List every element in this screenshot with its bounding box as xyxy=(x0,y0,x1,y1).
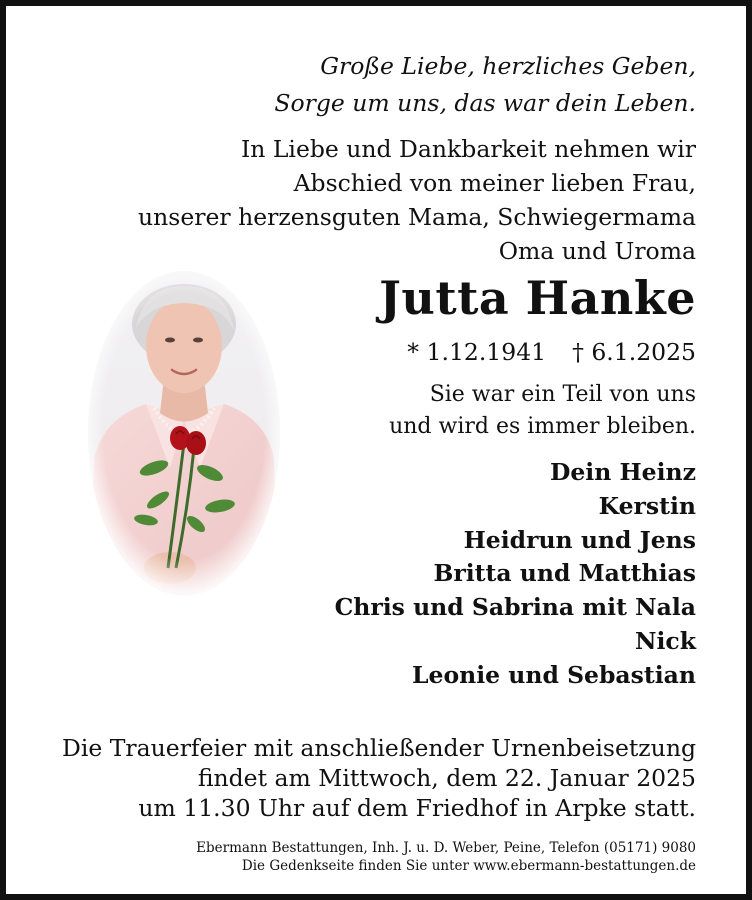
family-member: Nick xyxy=(635,626,696,655)
motto-line: Sorge um uns, das war dein Leben. xyxy=(274,89,696,117)
funeral-home-footer xyxy=(196,839,696,875)
service-line: um 11.30 Uhr auf dem Friedhof in Arpke statt. xyxy=(138,794,696,822)
intro-text xyxy=(138,132,696,268)
quote-line: und wird es immer bleiben. xyxy=(389,414,696,439)
intro-line: In Liebe und Dankbarkeit nehmen wir xyxy=(240,135,696,163)
family-member: Britta und Matthias xyxy=(433,559,696,588)
family-member: Chris und Sabrina mit Nala xyxy=(334,593,696,622)
portrait-illustration xyxy=(84,268,284,598)
family-member: Heidrun und Jens xyxy=(463,525,696,554)
service-line: findet am Mittwoch, dem 22. Januar 2025 xyxy=(197,764,696,792)
quote-text xyxy=(389,379,696,443)
family-member: Kerstin xyxy=(598,491,696,520)
life-dates xyxy=(407,336,696,368)
intro-line: unserer herzensguten Mama, Schwiegermama xyxy=(138,203,696,231)
service-info xyxy=(62,733,696,823)
death-date: † 6.1.2025 xyxy=(572,338,696,366)
footer-line: Die Gedenkseite finden Sie unter www.ebermann-bestattungen.de xyxy=(241,858,696,874)
intro-line: Abschied von meiner lieben Frau, xyxy=(293,169,696,197)
intro-line: Oma und Uroma xyxy=(498,237,696,265)
motto-verse xyxy=(274,48,696,122)
birth-date: * 1.12.1941 xyxy=(407,338,547,366)
portrait-photo xyxy=(84,268,284,598)
family-member: Dein Heinz xyxy=(549,458,696,486)
family-list xyxy=(335,456,696,693)
family-member: Leonie und Sebastian xyxy=(412,660,696,689)
footer-line: Ebermann Bestattungen, Inh. J. u. D. Weber, Peine, Telefon (05171) 9080 xyxy=(196,840,696,856)
quote-line: Sie war ein Teil von uns xyxy=(429,382,696,407)
service-line: Die Trauerfeier mit anschließender Urnenbeisetzung xyxy=(62,734,696,762)
deceased-name: Jutta Hanke xyxy=(379,271,696,325)
motto-line: Große Liebe, herzliches Geben, xyxy=(320,52,696,80)
